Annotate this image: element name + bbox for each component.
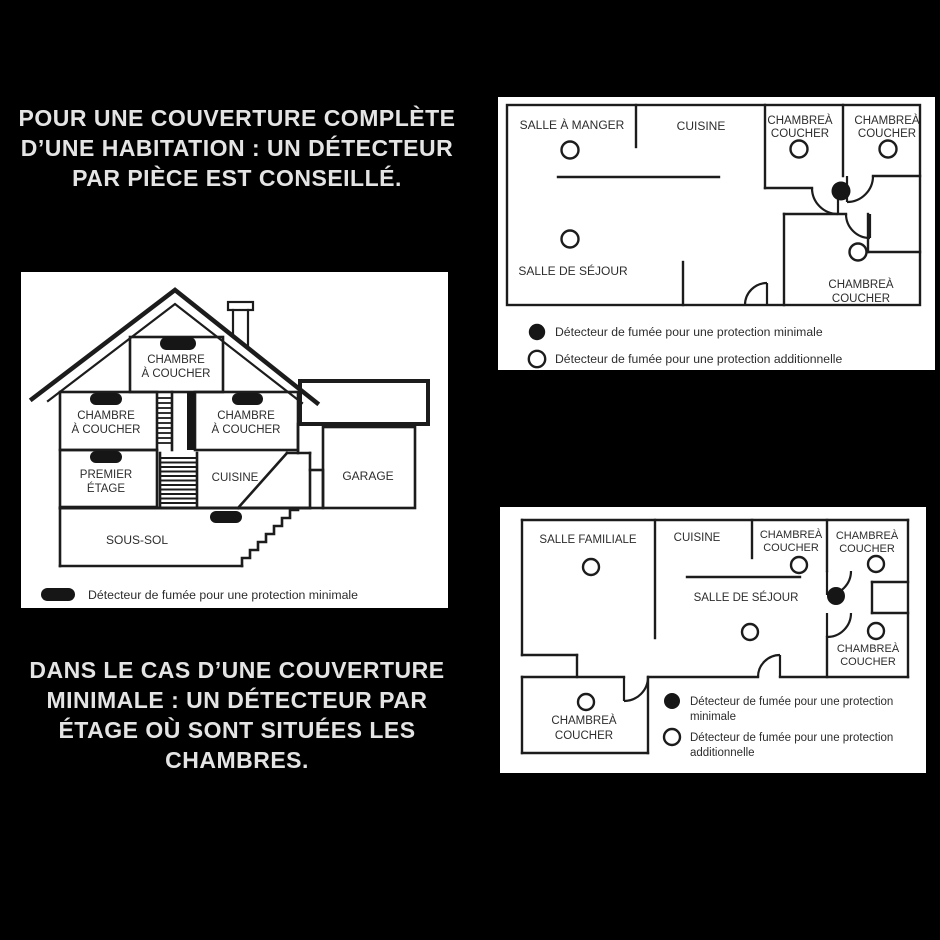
garage-door-frame (310, 470, 323, 508)
headline-bottom-line1: DANS LE CAS D’UNE COUVERTURE (29, 657, 445, 683)
floor-plan-complete-panel (498, 97, 935, 370)
door-swing-arcs (624, 571, 851, 701)
house-section-diagram (21, 272, 448, 608)
smoke-detector-icon (232, 393, 263, 405)
room-label-chambre1: CHAMBREÀ (759, 529, 823, 541)
headline-bottom-line4: CHAMBRES. (165, 747, 309, 773)
room-label-bedroom-right: CHAMBRE (217, 410, 275, 422)
room-label-chambre3: COUCHER (840, 656, 896, 668)
detector-additional-icon (791, 141, 808, 158)
room-label-bedroom-left: À COUCHER (71, 424, 141, 436)
room-label-chambre3: COUCHER (831, 293, 891, 305)
room-label-chambre1: CHAMBREÀ (767, 115, 833, 127)
headline-bottom-line3: ÉTAGE OÙ SONT SITUÉES LES (58, 717, 416, 743)
room-label-cuisine: CUISINE (676, 119, 726, 133)
legend-detector-minimal-icon (664, 693, 680, 709)
detector-additional-icon (742, 624, 758, 640)
room-label-chambre2: CHAMBREÀ (835, 530, 899, 542)
legend-smoke-detector-icon (41, 588, 75, 601)
legend-additional-label: additionnelle (690, 747, 755, 759)
detector-additional-icon (562, 142, 579, 159)
floor-plan-minimal-panel (500, 507, 926, 773)
chimney-cap (228, 302, 253, 310)
detector-minimal-icon (827, 587, 845, 605)
legend-detector-additional-icon (664, 729, 680, 745)
headline-top-line2: D’UNE HABITATION : UN DÉTECTEUR (20, 135, 454, 161)
legend-detector-minimal-icon (529, 324, 545, 340)
room-label-chambre1: COUCHER (770, 128, 830, 140)
room-label-chambre3: CHAMBREÀ (828, 279, 894, 291)
smoke-detector-icon (210, 511, 242, 523)
legend (529, 324, 843, 367)
room-label-salle-familiale: SALLE FAMILIALE (539, 534, 637, 546)
detector-additional-icon (850, 244, 867, 261)
legend-minimal-label: Détecteur de fumée pour une protection minimale (88, 588, 358, 602)
room-label-chambre4: CHAMBREÀ (551, 715, 617, 727)
legend (41, 588, 358, 602)
room-label-chambre2: COUCHER (857, 128, 917, 140)
detector-additional-icon (583, 559, 599, 575)
headline-top (18, 103, 456, 193)
attic-ladder (158, 398, 172, 443)
detector-additional-icon (868, 556, 884, 572)
room-label-salle-de-sejour: SALLE DE SÉJOUR (518, 264, 628, 278)
room-label-cuisine: CUISINE (673, 532, 721, 544)
legend-additional-label: Détecteur de fumée pour une protection additionnelle (555, 352, 843, 366)
legend-minimal-label: Détecteur de fumée pour une protection (690, 696, 894, 708)
room-label-chambre3: CHAMBREÀ (836, 643, 900, 655)
room-label-attic: CHAMBRE (147, 354, 205, 366)
house-section-panel (21, 272, 448, 608)
floor-plan-complete-diagram (498, 97, 935, 370)
room-label-bedroom-left: CHAMBRE (77, 410, 135, 422)
headline-bottom-line2: MINIMALE : UN DÉTECTEUR PAR (46, 687, 428, 713)
smoke-detector-icon (90, 393, 122, 405)
smoke-detector-icon (90, 451, 122, 463)
room-label-sous-sol: SOUS-SOL (105, 533, 169, 547)
room-label-chambre2: COUCHER (839, 543, 895, 555)
room-label-garage: GARAGE (342, 469, 394, 483)
room-label-chambre2: CHAMBREÀ (854, 115, 920, 127)
garage-room (323, 427, 415, 508)
headline-bottom (22, 655, 452, 775)
room-label-attic: À COUCHER (141, 368, 211, 380)
room-label-premier-etage: PREMIER (79, 469, 133, 481)
basement-stairs (242, 510, 298, 566)
detector-additional-icon (791, 557, 807, 573)
floor-plan-minimal-diagram (500, 507, 926, 773)
smoke-detector-icon (160, 337, 196, 350)
room-label-premier-etage: ÉTAGE (86, 483, 126, 495)
room-label-salle-de-sejour: SALLE DE SÉJOUR (693, 592, 799, 604)
legend-detector-additional-icon (529, 351, 545, 367)
legend-additional-label: Détecteur de fumée pour une protection (690, 732, 894, 744)
legend-minimal-label: Détecteur de fumée pour une protection minimale (555, 325, 823, 339)
detector-additional-icon (880, 141, 897, 158)
legend (664, 693, 893, 759)
detector-additional-icon (562, 231, 579, 248)
stairwell-wall (187, 392, 195, 450)
legend-minimal-label: minimale (690, 711, 737, 723)
headline-top-line1: POUR UNE COUVERTURE COMPLÈTE (18, 105, 456, 131)
headline-top-line3: PAR PIÈCE EST CONSEILLÉ. (72, 165, 402, 191)
detector-additional-icon (868, 623, 884, 639)
room-label-chambre1: COUCHER (763, 542, 819, 554)
detector-minimal-icon (832, 182, 851, 201)
room-label-chambre4: COUCHER (554, 730, 614, 742)
room-label-cuisine: CUISINE (211, 472, 259, 484)
room-label-bedroom-right: À COUCHER (211, 424, 281, 436)
detector-additional-icon (578, 694, 594, 710)
room-label-salle-a-manger: SALLE À MANGER (519, 118, 625, 132)
main-stairs (160, 458, 197, 503)
